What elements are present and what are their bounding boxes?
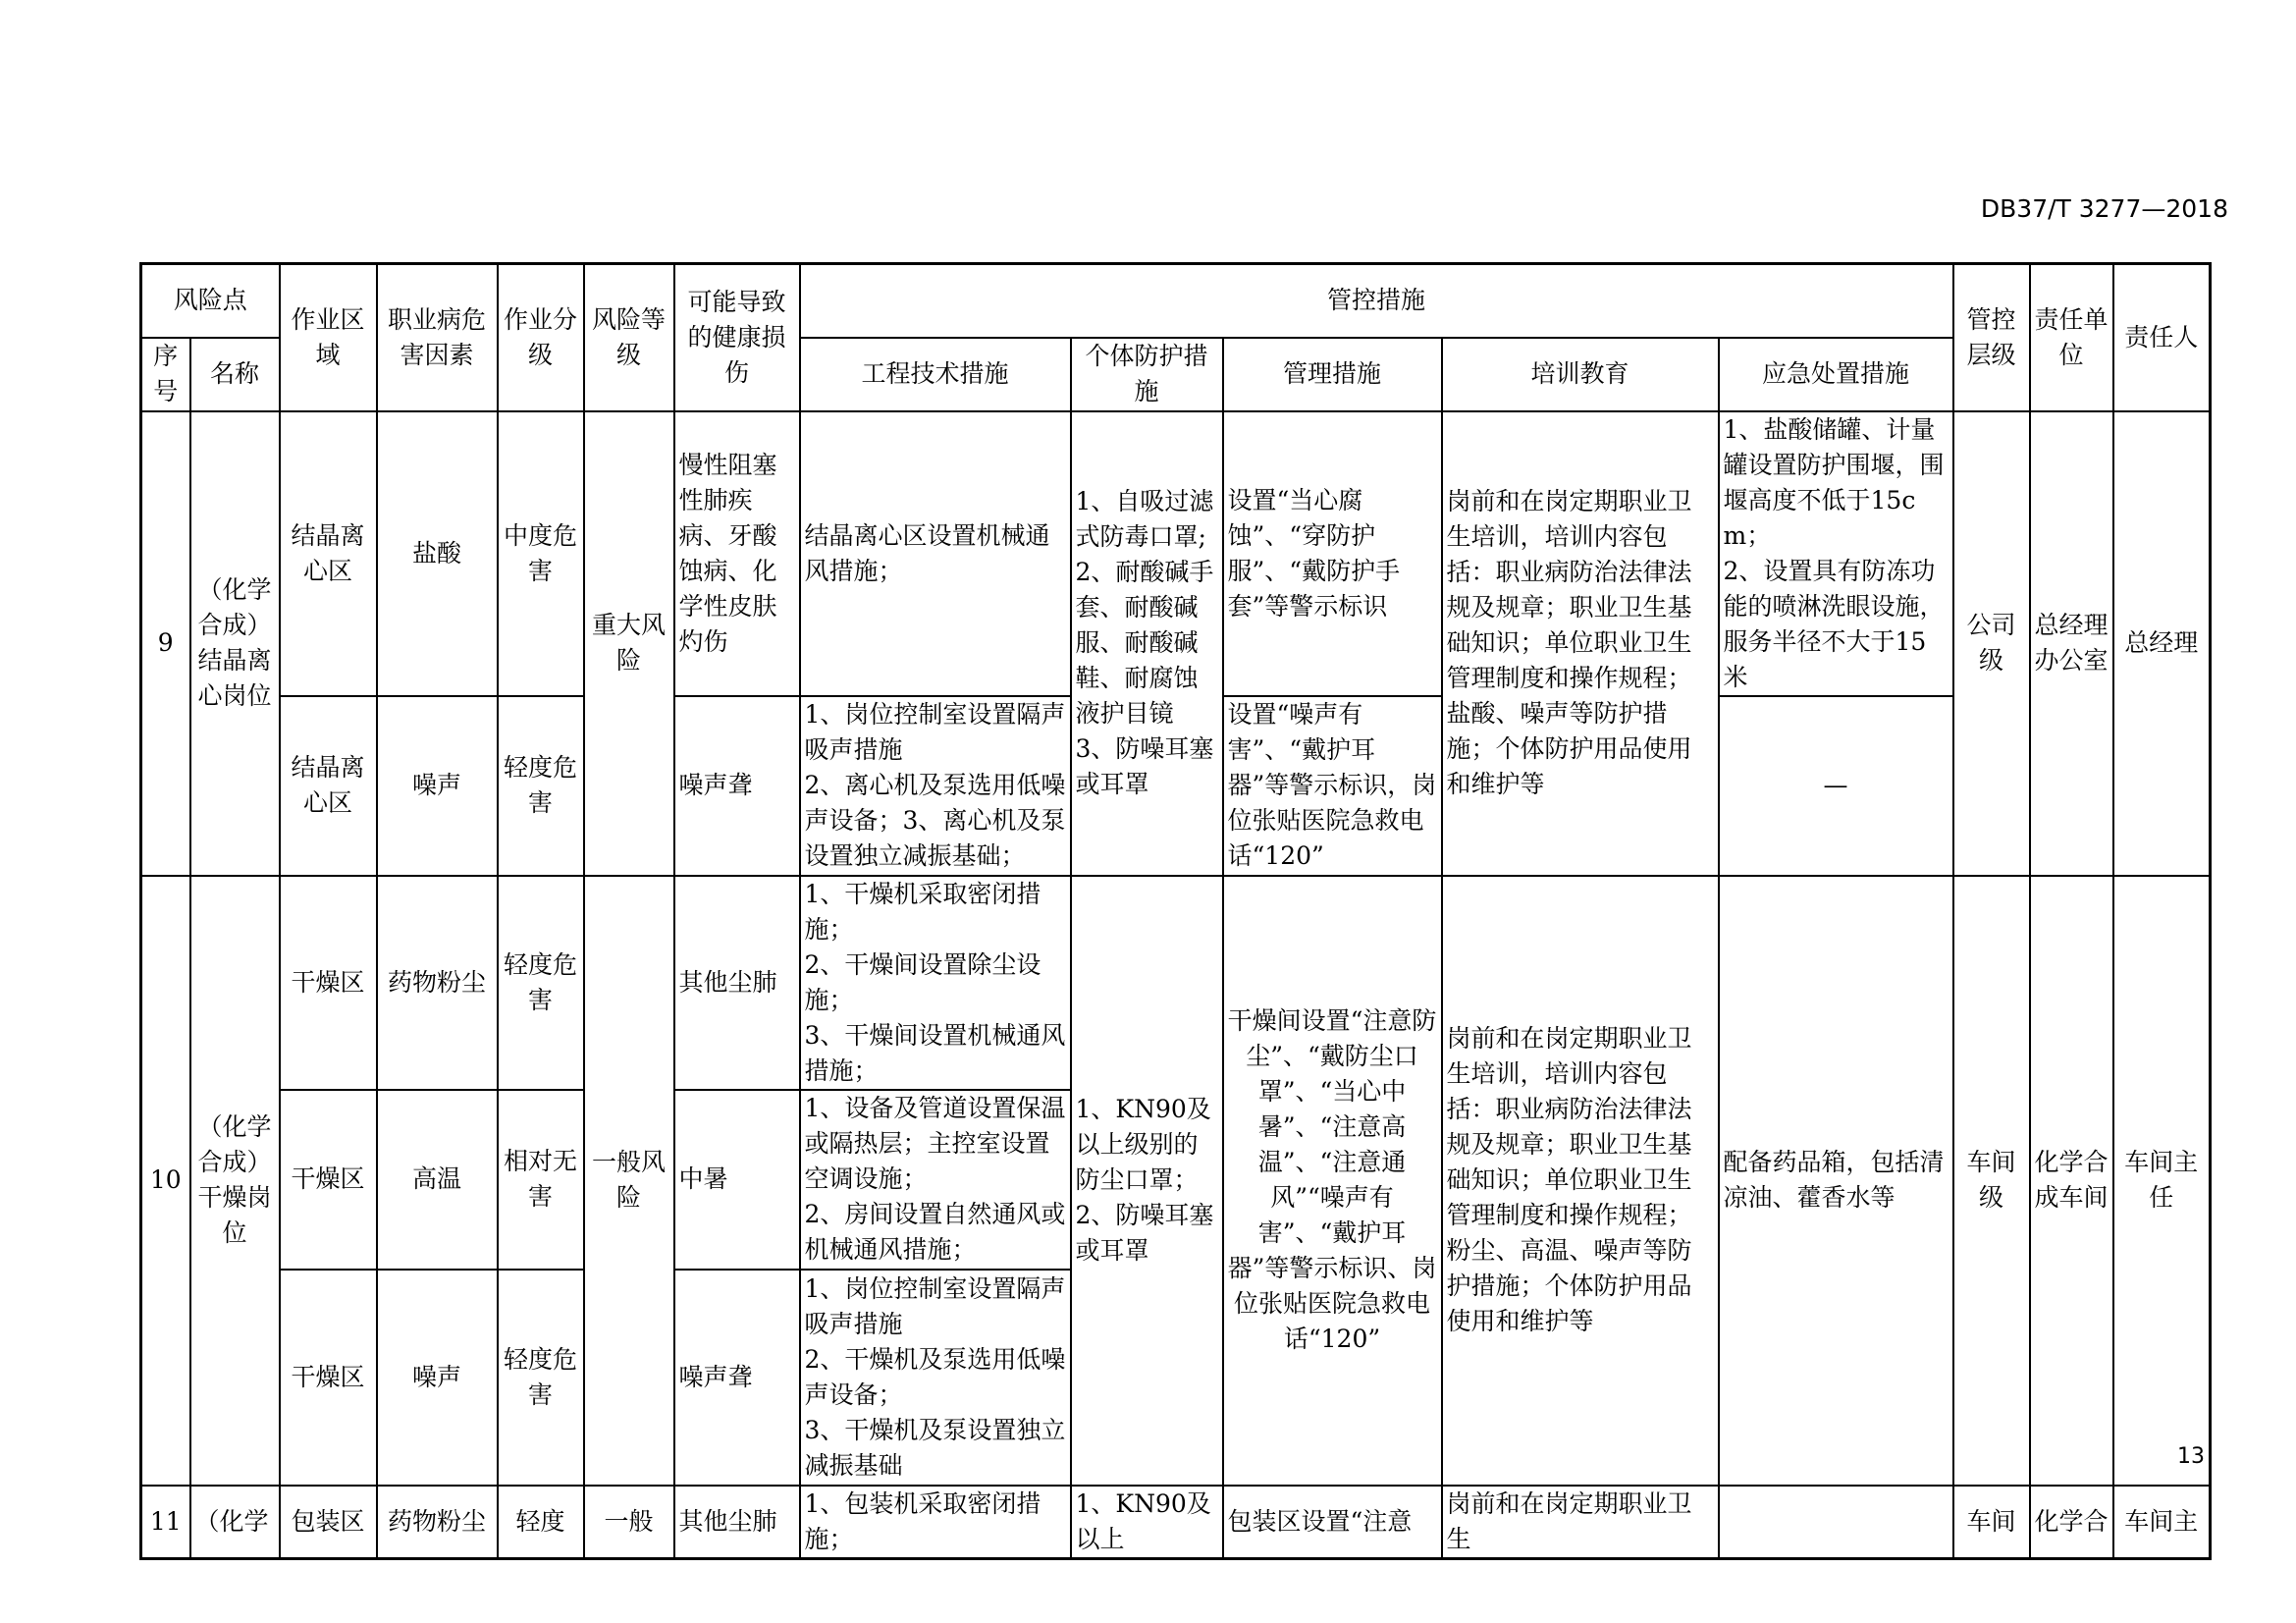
row10-name: （化学合成）干燥岗位 [190, 876, 280, 1486]
row10-ppe [1071, 876, 1223, 1486]
row9-resp-unit: 总经理办公室 [2030, 411, 2113, 876]
header-engineering: 工程技术措施 [800, 338, 1071, 411]
row10-management: 干燥间设置“注意防尘”、“戴防尘口罩”、“当心中暑”、“注意高温”、“注意通风”“噪声有害”、“戴护耳器”等警示标识、岗位张贴医院急救电话“120” [1223, 876, 1442, 1486]
row9-risk-level: 重大风险 [584, 411, 674, 876]
table-row [141, 1486, 2211, 1559]
row9b-hazard: 噪声 [377, 696, 498, 876]
row10-risk-level: 一般风险 [584, 876, 674, 1486]
header-control-level: 管控层级 [1953, 264, 2030, 411]
row9b-engineering-text: 1、岗位控制室设置隔声吸声措施 2、离心机及泵选用低噪声设备；3、离心机及泵设置独立减振基础； [804, 700, 1066, 870]
header-seq: 序号 [141, 338, 190, 411]
row10c-damage: 噪声聋 [674, 1270, 800, 1486]
row11-resp-unit: 化学合 [2030, 1486, 2113, 1559]
row9b-management: 设置“噪声有害”、“戴护耳器”等警示标识，岗位张贴医院急救电话“120” [1223, 696, 1442, 876]
row10-control-level: 车间级 [1953, 876, 2030, 1486]
header-management: 管理措施 [1223, 338, 1442, 411]
row9b-damage: 噪声聋 [674, 696, 800, 876]
header-hazard-factor: 职业病危害因素 [377, 264, 498, 411]
document-code: DB37/T 3277—2018 [1980, 194, 2228, 223]
row10-seq: 10 [141, 876, 190, 1486]
header-training: 培训教育 [1442, 338, 1719, 411]
table-row [141, 876, 2211, 1090]
row9a-emergency [1719, 411, 1953, 696]
header-work-area: 作业区域 [280, 264, 377, 411]
row9a-damage: 慢性阻塞性肺疾病、牙酸蚀病、化学性皮肤灼伤 [674, 411, 800, 696]
row10b-grade: 相对无害 [498, 1090, 584, 1270]
row9a-engineering: 结晶离心区设置机械通风措施； [800, 411, 1071, 696]
row9b-engineering [800, 696, 1071, 876]
row11-area: 包装区 [280, 1486, 377, 1559]
row11-resp-person: 车间主 [2113, 1486, 2211, 1559]
table-row [141, 411, 2211, 696]
row10b-damage: 中暑 [674, 1090, 800, 1270]
row10b-area: 干燥区 [280, 1090, 377, 1270]
header-work-grade: 作业分级 [498, 264, 584, 411]
row10c-hazard: 噪声 [377, 1270, 498, 1486]
row11-engineering: 1、包装机采取密闭措施； [800, 1486, 1071, 1559]
row10b-engineering [800, 1090, 1071, 1270]
header-risk-level: 风险等级 [584, 264, 674, 411]
row10-emergency: 配备药品箱，包括清凉油、藿香水等 [1719, 876, 1953, 1486]
row9-control-level: 公司级 [1953, 411, 2030, 876]
row10b-engineering-text: 1、设备及管道设置保温或隔热层；主控室设置空调设施； 2、房间设置自然通风或机械通风措施； [804, 1094, 1066, 1264]
row10-resp-person: 车间主任 [2113, 876, 2211, 1486]
row9-seq: 9 [141, 411, 190, 876]
row9a-hazard: 盐酸 [377, 411, 498, 696]
header-risk-point: 风险点 [141, 264, 280, 338]
row11-control-level: 车间 [1953, 1486, 2030, 1559]
row11-hazard: 药物粉尘 [377, 1486, 498, 1559]
row9-resp-person: 总经理 [2113, 411, 2211, 876]
row10c-grade: 轻度危害 [498, 1270, 584, 1486]
row11-grade: 轻度 [498, 1486, 584, 1559]
row10c-engineering [800, 1270, 1071, 1486]
row11-name: （化学 [190, 1486, 280, 1559]
risk-control-table [139, 262, 2212, 1560]
row9-training: 岗前和在岗定期职业卫生培训，培训内容包括：职业病防治法律法规及规章；职业卫生基础知识；单位职业卫生管理制度和操作规程；盐酸、噪声等防护措施；个体防护用品使用和维护等 [1442, 411, 1719, 876]
row9a-area: 结晶离心区 [280, 411, 377, 696]
row10b-hazard: 高温 [377, 1090, 498, 1270]
header-resp-unit: 责任单位 [2030, 264, 2113, 411]
row11-damage: 其他尘肺 [674, 1486, 800, 1559]
header-ppe: 个体防护措施 [1071, 338, 1223, 411]
row10a-area: 干燥区 [280, 876, 377, 1090]
header-control-measures: 管控措施 [800, 264, 1953, 338]
header-row-1 [141, 264, 2211, 338]
header-name: 名称 [190, 338, 280, 411]
row11-ppe: 1、KN90及以上 [1071, 1486, 1223, 1559]
row9a-management: 设置“当心腐蚀”、“穿防护服”、“戴防护手套”等警示标识 [1223, 411, 1442, 696]
page-number: 13 [2177, 1444, 2205, 1469]
row10-training: 岗前和在岗定期职业卫生培训，培训内容包括：职业病防治法律法规及规章；职业卫生基础知识；单位职业卫生管理制度和操作规程；粉尘、高温、噪声等防护措施；个体防护用品使用和维护等 [1442, 876, 1719, 1486]
row10a-engineering-text: 1、干燥机采取密闭措施； 2、干燥间设置除尘设施； 3、干燥间设置机械通风措施； [804, 879, 1066, 1085]
row9b-area: 结晶离心区 [280, 696, 377, 876]
row10a-engineering [800, 876, 1071, 1090]
header-emergency: 应急处置措施 [1719, 338, 1953, 411]
row9b-emergency: — [1719, 696, 1953, 876]
header-resp-person: 责任人 [2113, 264, 2211, 411]
row11-training: 岗前和在岗定期职业卫生 [1442, 1486, 1719, 1559]
row9-name: （化学合成）结晶离心岗位 [190, 411, 280, 876]
row11-management: 包装区设置“注意 [1223, 1486, 1442, 1559]
row10c-engineering-text: 1、岗位控制室设置隔声吸声措施 2、干燥机及泵选用低噪声设备； 3、干燥机及泵设置独立减振基础 [804, 1273, 1066, 1480]
row10c-area: 干燥区 [280, 1270, 377, 1486]
row10a-hazard: 药物粉尘 [377, 876, 498, 1090]
row10a-damage: 其他尘肺 [674, 876, 800, 1090]
row11-risk-level: 一般 [584, 1486, 674, 1559]
row11-emergency [1719, 1486, 1953, 1559]
row9a-grade: 中度危害 [498, 411, 584, 696]
row10-resp-unit: 化学合成车间 [2030, 876, 2113, 1486]
row10-ppe-text: 1、KN90及以上级别的防尘口罩； 2、防噪耳塞或耳罩 [1075, 1095, 1214, 1265]
header-health-damage: 可能导致的健康损伤 [674, 264, 800, 411]
row9b-grade: 轻度危害 [498, 696, 584, 876]
row10a-grade: 轻度危害 [498, 876, 584, 1090]
row11-seq: 11 [141, 1486, 190, 1559]
row9-ppe-text: 1、自吸过滤式防毒口罩; 2、耐酸碱手套、耐酸碱服、耐酸碱鞋、耐腐蚀液护目镜 3、防噪耳塞或耳罩 [1075, 487, 1214, 798]
row9-ppe [1071, 411, 1223, 876]
row9a-emergency-text: 1、盐酸储罐、计量罐设置防护围堰，围堰高度不低于15cm； 2、设置具有防冻功能的喷淋洗眼设施，服务半径不大于15米 [1723, 414, 1945, 691]
